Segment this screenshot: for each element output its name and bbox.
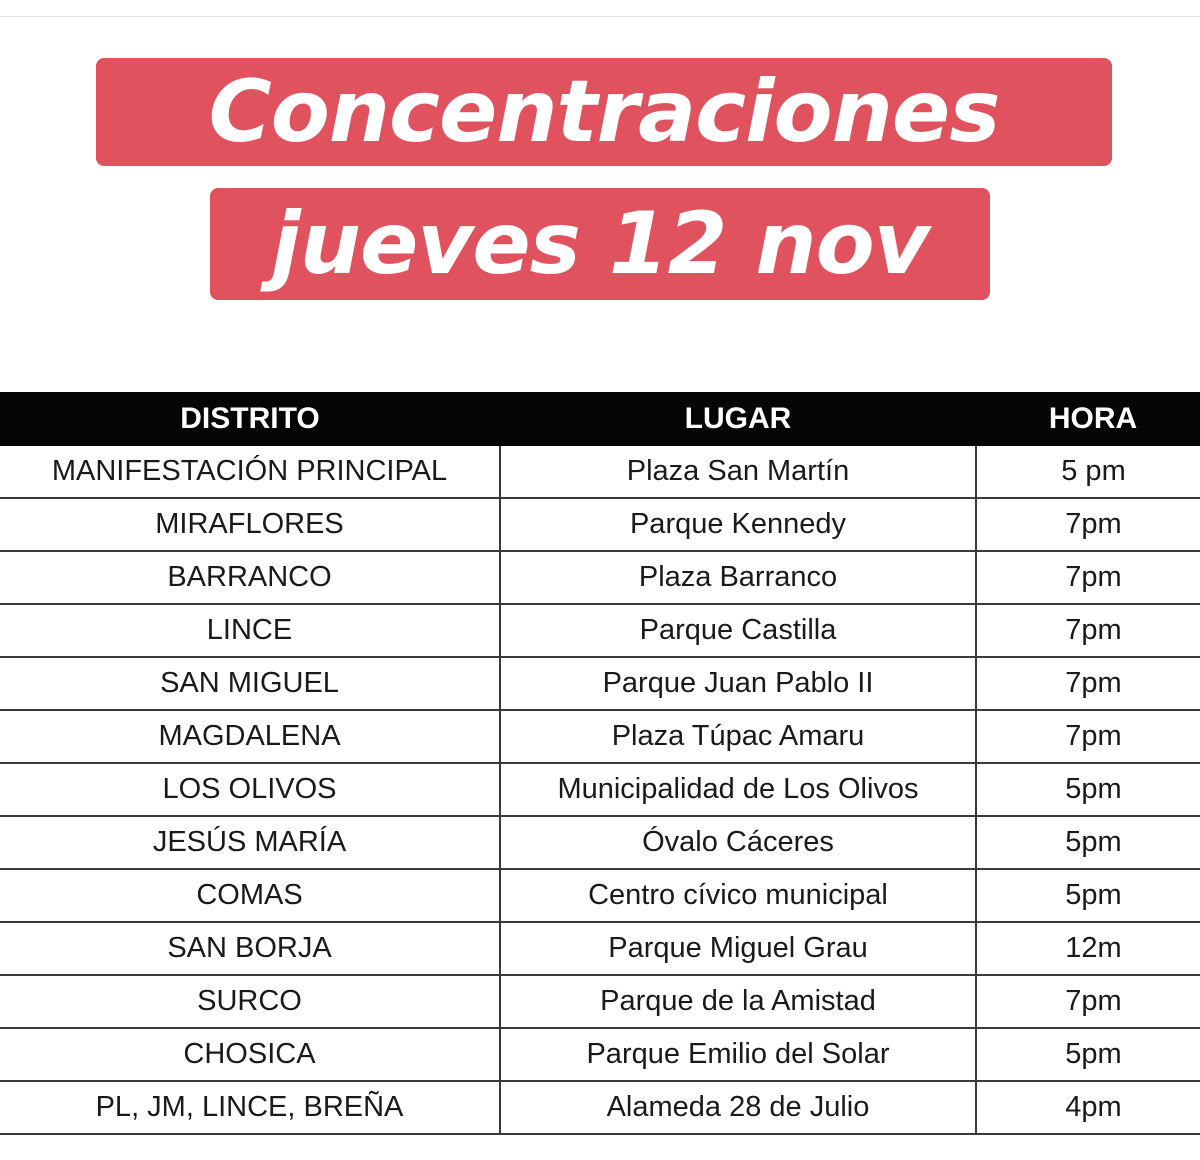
cell-hora: 7pm: [976, 657, 1200, 710]
cell-distrito: MANIFESTACIÓN PRINCIPAL: [0, 446, 500, 498]
table-header: [0, 392, 1200, 446]
cell-hora: 5pm: [976, 816, 1200, 869]
header-hora: HORA: [976, 392, 1200, 446]
cell-distrito: SAN MIGUEL: [0, 657, 500, 710]
table-row: [0, 604, 1200, 657]
cell-lugar: Parque Juan Pablo II: [500, 657, 976, 710]
table-row: [0, 710, 1200, 763]
cell-distrito: JESÚS MARÍA: [0, 816, 500, 869]
cell-hora: 5 pm: [976, 446, 1200, 498]
cell-hora: 7pm: [976, 604, 1200, 657]
header-row: [0, 392, 1200, 446]
table-body: [0, 446, 1200, 1134]
table-row: [0, 551, 1200, 604]
cell-distrito: SURCO: [0, 975, 500, 1028]
cell-lugar: Centro cívico municipal: [500, 869, 976, 922]
cell-distrito: CHOSICA: [0, 1028, 500, 1081]
cell-lugar: Parque Kennedy: [500, 498, 976, 551]
cell-lugar: Parque Miguel Grau: [500, 922, 976, 975]
title-line-2: jueves 12 nov: [210, 188, 990, 300]
cell-distrito: COMAS: [0, 869, 500, 922]
table-row: [0, 1081, 1200, 1134]
table-row: [0, 657, 1200, 710]
table-row: [0, 1028, 1200, 1081]
title-line-1: Concentraciones: [96, 58, 1112, 166]
cell-lugar: Alameda 28 de Julio: [500, 1081, 976, 1134]
cell-distrito: MIRAFLORES: [0, 498, 500, 551]
cell-lugar: Plaza Túpac Amaru: [500, 710, 976, 763]
cell-hora: 7pm: [976, 498, 1200, 551]
cell-hora: 7pm: [976, 975, 1200, 1028]
cell-distrito: SAN BORJA: [0, 922, 500, 975]
header-lugar: LUGAR: [500, 392, 976, 446]
schedule-table: [0, 392, 1200, 1135]
cell-lugar: Parque de la Amistad: [500, 975, 976, 1028]
table-row: [0, 869, 1200, 922]
cell-lugar: Óvalo Cáceres: [500, 816, 976, 869]
table-row: [0, 498, 1200, 551]
table-row: [0, 763, 1200, 816]
cell-distrito: LINCE: [0, 604, 500, 657]
header-distrito: DISTRITO: [0, 392, 500, 446]
cell-hora: 4pm: [976, 1081, 1200, 1134]
cell-hora: 5pm: [976, 869, 1200, 922]
table-row: [0, 446, 1200, 498]
cell-lugar: Parque Castilla: [500, 604, 976, 657]
cell-hora: 7pm: [976, 710, 1200, 763]
cell-lugar: Plaza Barranco: [500, 551, 976, 604]
cell-hora: 5pm: [976, 1028, 1200, 1081]
cell-lugar: Municipalidad de Los Olivos: [500, 763, 976, 816]
cell-hora: 12m: [976, 922, 1200, 975]
cell-distrito: LOS OLIVOS: [0, 763, 500, 816]
cell-distrito: PL, JM, LINCE, BREÑA: [0, 1081, 500, 1134]
cell-lugar: Parque Emilio del Solar: [500, 1028, 976, 1081]
cell-hora: 5pm: [976, 763, 1200, 816]
table-row: [0, 922, 1200, 975]
table-row: [0, 816, 1200, 869]
cell-lugar: Plaza San Martín: [500, 446, 976, 498]
table-row: [0, 975, 1200, 1028]
cell-distrito: BARRANCO: [0, 551, 500, 604]
top-divider: [0, 16, 1200, 17]
cell-distrito: MAGDALENA: [0, 710, 500, 763]
cell-hora: 7pm: [976, 551, 1200, 604]
